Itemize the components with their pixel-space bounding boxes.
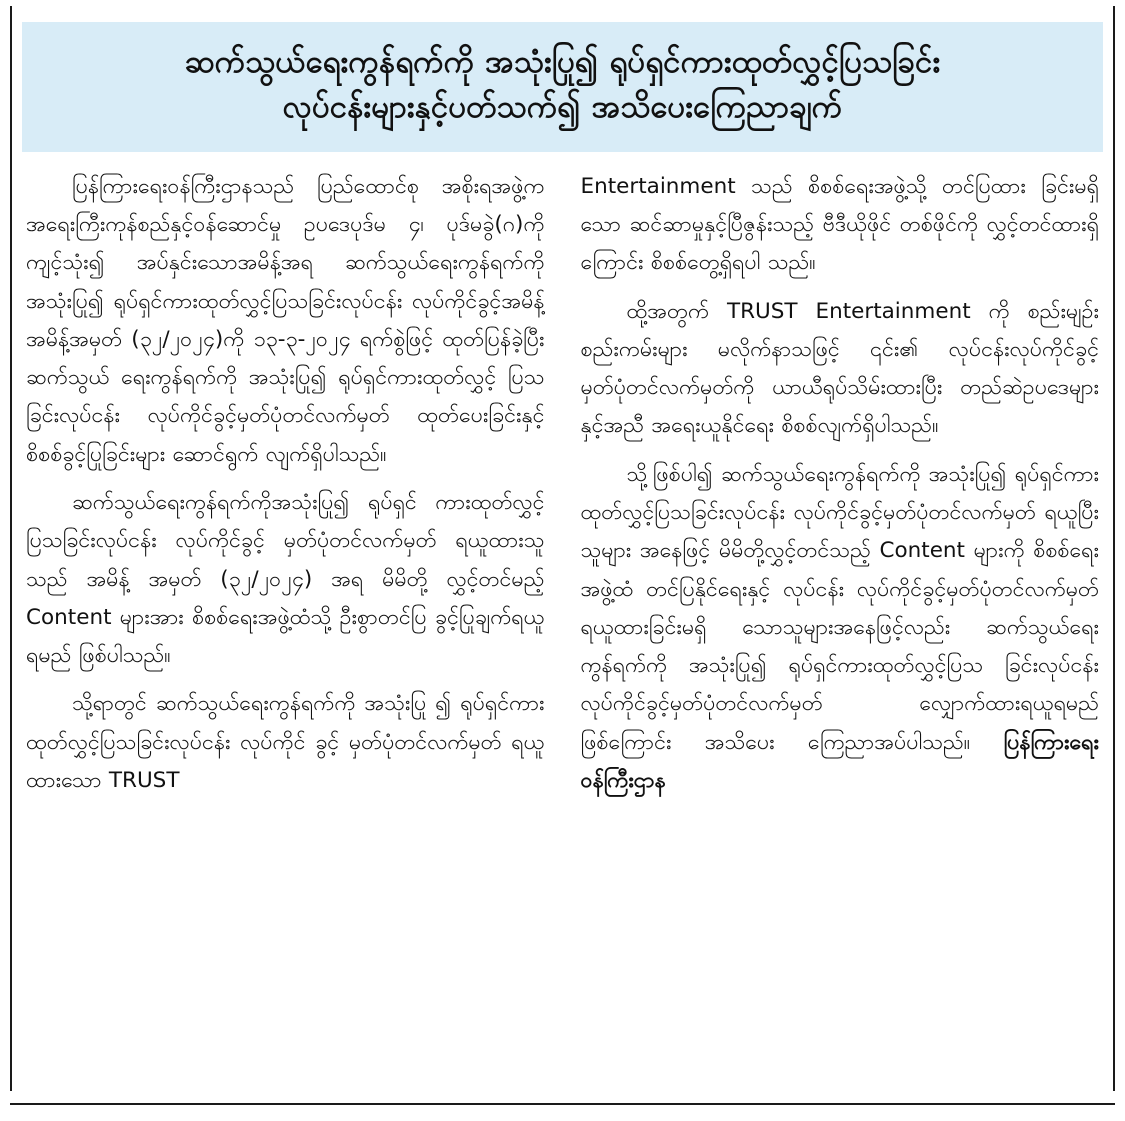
paragraph: ဆက်သွယ်ရေးကွန်ရက်ကိုအသုံးပြု၍ ရုပ်ရှင် ကားထုတ်လွှင့်ပြသခြင်းလုပ်ငန်း လုပ်ကိုင်ခွင့် မှတ်ပုံတင်လက်မှတ် ရယူထားသူသည် အမိန့် အမှတ် (၃၂/၂၀၂၄) အရ မိမိတို့ လွှင့်တင်မည့် Content များအား စိစစ်ရေးအဖွဲ့ထံသို့ ဦးစွာတင်ပြ ခွင့်ပြုချက်ရယူရမည် ဖြစ်ပါသည်။ <box>26 490 545 669</box>
paragraph: ထို့အတွက် TRUST Entertainment ကို စည်းမျဉ်းစည်းကမ်းများ မလိုက်နာသဖြင့် ၎င်း၏ လုပ်ငန်းလုပ်ကိုင်ခွင့် မှတ်ပုံတင်လက်မှတ်ကို ယာယီရုပ်သိမ်းထားပြီး တည်ဆဲဥပဒေများနှင့်အညီ အရေးယူနိုင်ရေး စိစစ်လျက်ရှိပါသည်။ <box>580 298 1099 439</box>
article-columns <box>22 152 1103 810</box>
ministry-signature: ပြန်ကြားရေးဝန်ကြီးဌာန <box>580 729 1099 793</box>
page-border-left <box>10 6 12 1091</box>
paragraph: ပြန်ကြားရေးဝန်ကြီးဌာနသည် ပြည်ထောင်စု အစိုးရအဖွဲ့က အရေးကြီးကုန်စည်နှင့်ဝန်ဆောင်မှု ဥပဒေပုဒ်မ ၄၊ ပုဒ်မခွဲ(ဂ)ကို ကျင့်သုံး၍ အပ်နှင်းသောအမိန့်အရ ဆက်သွယ်ရေးကွန်ရက်ကို အသုံးပြု၍ ရုပ်ရှင်ကားထုတ်လွှင့်ပြသခြင်းလုပ်ငန်း လုပ်ကိုင်ခွင့်အမိန့် အမိန့်အမှတ် (၃၂/၂၀၂၄)ကို ၁၃-၃-၂၀၂၄ ရက်စွဲဖြင့် ထုတ်ပြန်ခဲ့ပြီး ဆက်သွယ် ရေးကွန်ရက်ကို အသုံးပြု၍ ရုပ်ရှင်ကားထုတ်လွှင့် ပြသခြင်းလုပ်ငန်း လုပ်ကိုင်ခွင့်မှတ်ပုံတင်လက်မှတ် ထုတ်ပေးခြင်းနှင့် စိစစ်ခွင့်ပြုခြင်းများ ဆောင်ရွက် လျက်ရှိပါသည်။ <box>26 173 545 467</box>
headline-line-2: လုပ်ငန်းများနှင့်ပတ်သက်၍ အသိပေးကြေညာချက် <box>282 88 843 125</box>
page-border-bottom <box>10 1103 1115 1105</box>
paragraph-text: သို့ဖြစ်ပါ၍ ဆက်သွယ်ရေးကွန်ရက်ကို အသုံးပြု၍ ရုပ်ရှင်ကားထုတ်လွှင့်ပြသခြင်းလုပ်ငန်း လုပ်ကိုင်ခွင့်မှတ်ပုံတင်လက်မှတ် ရယူပြီးသူများ အနေဖြင့် မိမိတို့လွှင့်တင်သည့် Content များကို စိစစ်ရေးအဖွဲ့ထံ တင်ပြနိုင်ရေးနှင့် လုပ်ငန်း လုပ်ကိုင်ခွင့်မှတ်ပုံတင်လက်မှတ် ရယူထားခြင်းမရှိ သောသူများအနေဖြင့်လည်း ဆက်သွယ်ရေး ကွန်ရက်ကို အသုံးပြု၍ ရုပ်ရှင်ကားထုတ်လွှင့်ပြသ ခြင်းလုပ်ငန်း လုပ်ကိုင်ခွင့်မှတ်ပုံတင်လက်မှတ် လျှောက်ထားရယူရမည်ဖြစ်ကြောင်း အသိပေး ကြေညာအပ်ပါသည်။ <box>580 461 1099 755</box>
headline-banner <box>22 22 1103 152</box>
article-content <box>22 22 1103 1075</box>
headline-line-1: ဆက်သွယ်ရေးကွန်ရက်ကို အသုံးပြု၍ ရုပ်ရှင်ကားထုတ်လွှင့်ပြသခြင်း <box>184 44 941 80</box>
paragraph-with-signature <box>581 456 1100 800</box>
page-border-right <box>1113 6 1115 1091</box>
left-column <box>26 168 545 810</box>
paragraph: သို့ရာတွင် ဆက်သွယ်ရေးကွန်ရက်ကို အသုံးပြု ၍ ရုပ်ရှင်ကားထုတ်လွှင့်ပြသခြင်းလုပ်ငန်း လုပ်ကိုင် ခွင့် မှတ်ပုံတင်လက်မှတ် ရယူထားသော TRUST <box>26 691 545 793</box>
paragraph: Entertainment သည် စိစစ်ရေးအဖွဲ့သို့ တင်ပြထား ခြင်းမရှိသော ဆင်ဆာမှုနှင့်ပြီဇွန်းသည့် ဗီဒီယိုဖိုင် တစ်ဖိုင်ကို လွှင့်တင်ထားရှိကြောင်း စိစစ်တွေ့ရှိရပါ သည်။ <box>580 173 1099 276</box>
right-column <box>581 168 1100 810</box>
